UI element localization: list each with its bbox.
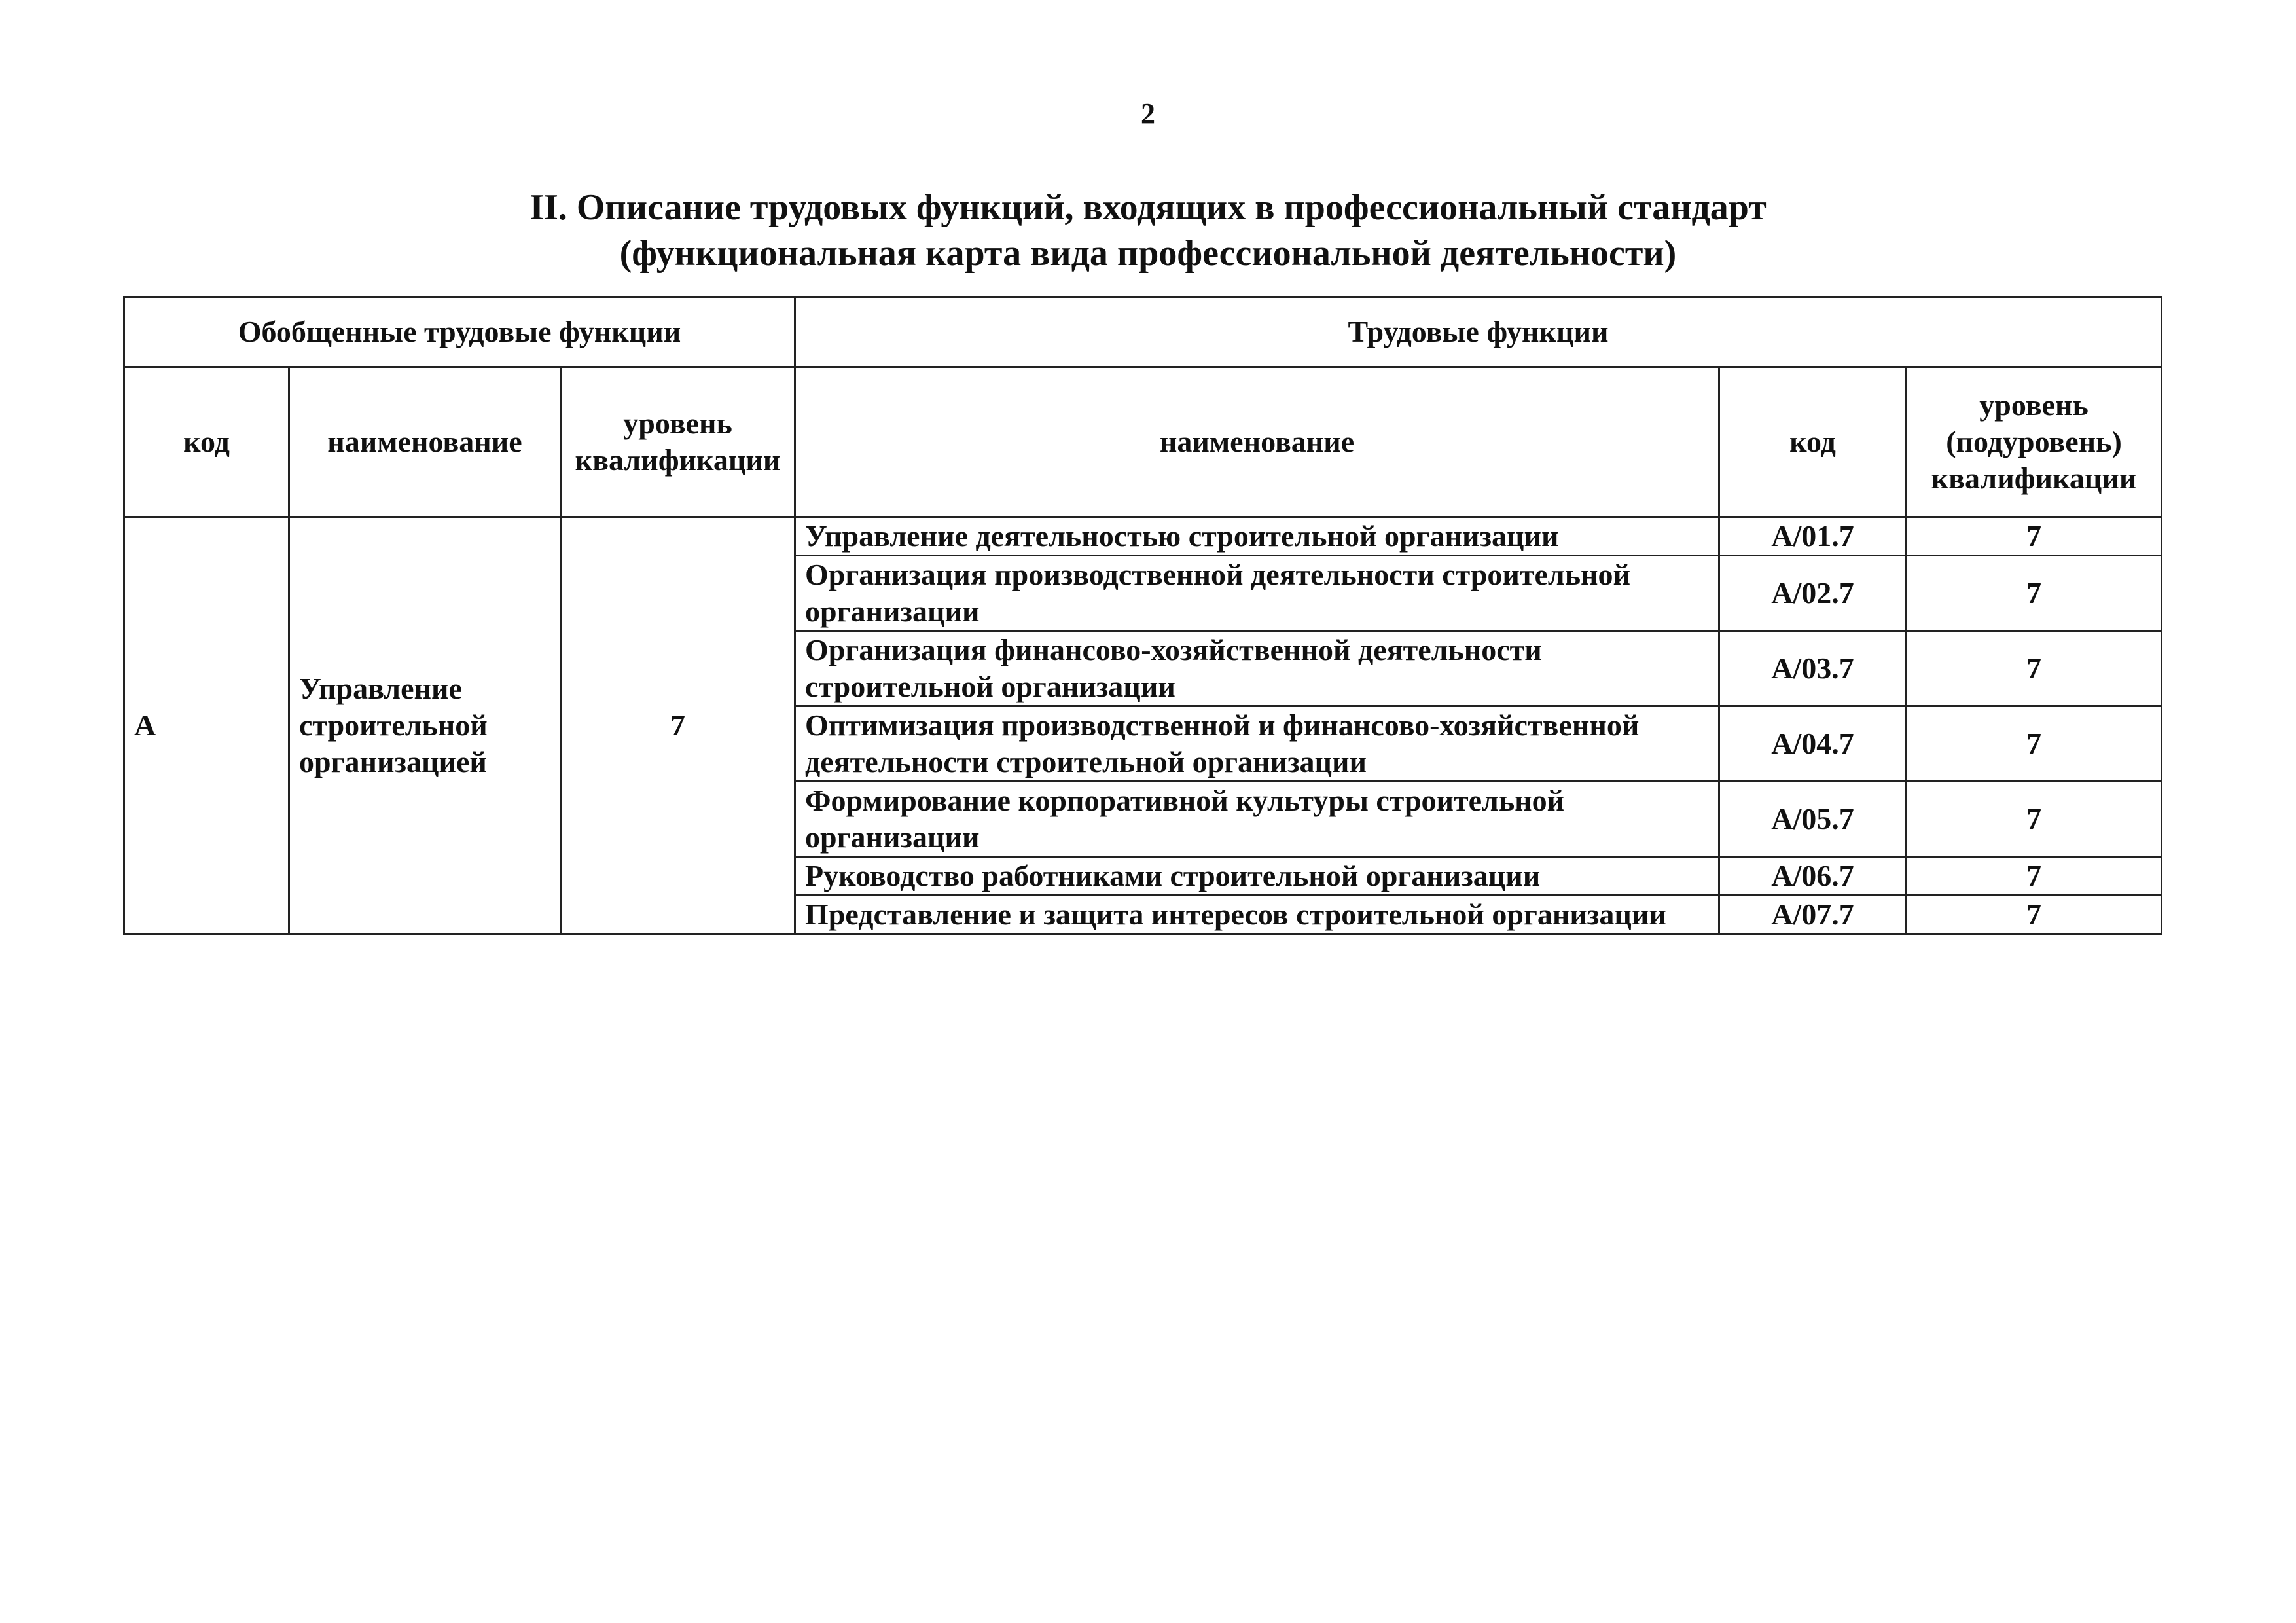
function-name: Управление деятельностью строительной организации <box>795 517 1719 556</box>
page-number: 2 <box>1141 98 1155 130</box>
function-level: 7 <box>1907 706 2162 782</box>
function-code: А/06.7 <box>1719 857 1907 896</box>
generalized-level: 7 <box>561 517 795 934</box>
title-line-2: (функциональная карта вида профессиональной деятельности) <box>619 233 1677 274</box>
function-code: А/05.7 <box>1719 782 1907 857</box>
function-code: А/04.7 <box>1719 706 1907 782</box>
function-level: 7 <box>1907 782 2162 857</box>
function-level: 7 <box>1907 556 2162 631</box>
function-code: А/03.7 <box>1719 631 1907 706</box>
function-name: Формирование корпоративной культуры строительной организации <box>795 782 1719 857</box>
col-g-code: код <box>124 367 289 517</box>
generalized-name: Управление строительной организацией <box>289 517 561 934</box>
table-row <box>124 517 2162 556</box>
function-code: А/02.7 <box>1719 556 1907 631</box>
labor-functions-header: Трудовые функции <box>795 297 2162 367</box>
generalized-functions-header: Обобщенные трудовые функции <box>124 297 795 367</box>
col-g-name: наименование <box>289 367 561 517</box>
col-f-name: наименование <box>795 367 1719 517</box>
function-code: А/01.7 <box>1719 517 1907 556</box>
section-title <box>0 185 2296 276</box>
function-name: Организация финансово-хозяйственной деятельности строительной организации <box>795 631 1719 706</box>
function-level: 7 <box>1907 631 2162 706</box>
col-f-level: уровень (подуровень) квалификации <box>1907 367 2162 517</box>
col-f-code: код <box>1719 367 1907 517</box>
generalized-code: А <box>124 517 289 934</box>
function-code: А/07.7 <box>1719 896 1907 934</box>
function-name: Оптимизация производственной и финансово-хозяйственной деятельности строительной организации <box>795 706 1719 782</box>
function-name: Организация производственной деятельности строительной организации <box>795 556 1719 631</box>
function-name: Руководство работниками строительной организации <box>795 857 1719 896</box>
function-level: 7 <box>1907 857 2162 896</box>
title-line-1: II. Описание трудовых функций, входящих в профессиональный стандарт <box>529 187 1767 228</box>
col-g-level: уровень квалификации <box>561 367 795 517</box>
function-level: 7 <box>1907 517 2162 556</box>
function-level: 7 <box>1907 896 2162 934</box>
function-name: Представление и защита интересов строительной организации <box>795 896 1719 934</box>
functional-map-table <box>123 296 2162 935</box>
